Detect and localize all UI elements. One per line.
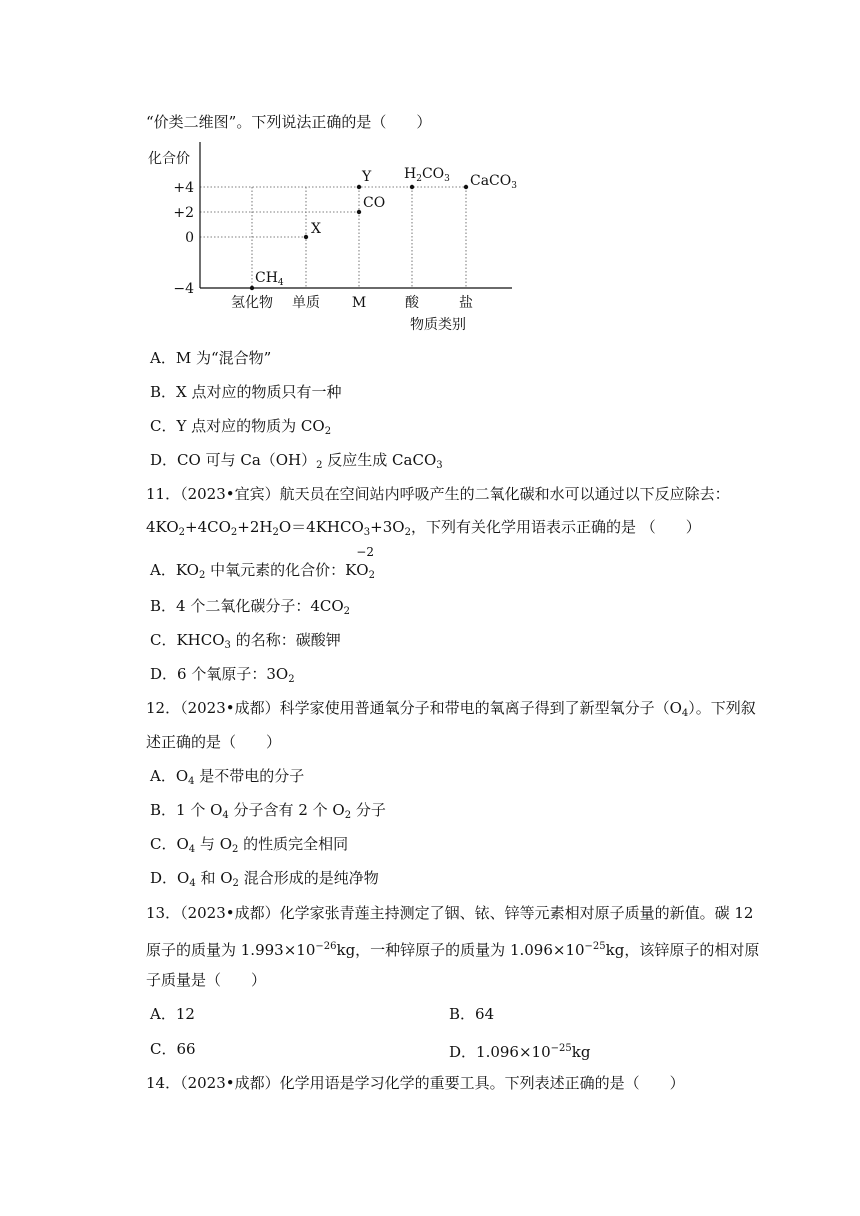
chart-gridlines (200, 187, 466, 288)
q10-option-c: C．Y 点对应的物质为 $CO_2$ (150, 417, 332, 437)
data-point (304, 235, 308, 239)
q12-option-a: A．$O_4$ 是不带电的分子 (150, 767, 305, 787)
q13-option-c: C．66 (150, 1040, 196, 1058)
q11-equation: $4KO_2+4CO_2+2H_2O=4KHCO_3+3O_2$，下列有关化学用语表示正确的是 （ ） (146, 518, 701, 538)
y-axis-label: 化合价 (148, 151, 190, 167)
q12-option-c: C．$O_4$ 与 $O_2$ 的性质完全相同 (150, 835, 349, 855)
point-label: Y (362, 169, 372, 185)
q10-option-a: A．M 为“混合物” (150, 349, 272, 367)
data-point (464, 185, 468, 189)
point-label: $H_2CO_3$ (404, 166, 450, 184)
x-tick-label: 单质 (292, 295, 320, 311)
q13-line-3: 子质量是（ ） (146, 971, 267, 989)
q13-option-a: A．12 (150, 1005, 195, 1023)
y-tick-label: +2 (173, 205, 194, 221)
q11-head: 11．（2023•宜宾）航天员在空间站内呼吸产生的二氧化碳和水可以通过以下反应除去： (146, 485, 730, 503)
q12-option-d: D．$O_4$ 和 $O_2$ 混合形成的是纯净物 (150, 869, 379, 889)
point-label: $CH_4$ (255, 270, 284, 288)
point-label: CO (363, 195, 386, 211)
valence-category-chart (140, 140, 540, 340)
x-tick-label: 氢化物 (231, 295, 273, 311)
y-tick-label: +4 (173, 180, 194, 196)
q11-option-c: C．$KHCO_3$ 的名称：碳酸钾 (150, 631, 341, 651)
q11-option-b: B．4 个二氧化碳分子：$4CO_2$ (150, 597, 351, 617)
q13-line-1: 13．（2023•成都）化学家张青莲主持测定了铟、铱、锌等元素相对原子质量的新值。碳 12 (146, 904, 754, 922)
x-tick-label: 盐 (459, 295, 473, 311)
q10-option-d: D．CO 可与 $Ca(OH)_2$ 反应生成 CaCO$_3$ (150, 451, 443, 471)
q12-option-b: B．1 个 $O_4$ 分子含有 2 个 $O_2$ 分子 (150, 801, 386, 821)
oxygen-valence-notation: −2 O (356, 545, 374, 579)
x-tick-label: M (351, 295, 367, 311)
data-point (357, 210, 361, 214)
q13-line-2: 原子的质量为 $1.993\times 10^{-26}kg$，一种锌原子的质量为 $1.096\times 10^{-25}kg$，该锌原子的相对原 (146, 941, 760, 959)
point-label: CaCO$_3$ (470, 173, 517, 191)
q12-line-2: 述正确的是（ ） (146, 733, 282, 751)
q11-option-d: D．6 个氧原子：$3O_2$ (150, 665, 295, 685)
data-point (410, 185, 414, 189)
point-label: X (311, 221, 321, 237)
q11-option-a: A．$KO_2$ 中氧元素的化合价：K −2 $O_2$ (150, 545, 375, 581)
x-tick-label: 酸 (405, 295, 419, 311)
x-axis-label: 物质类别 (410, 317, 466, 333)
q14-head: 14．（2023•成都）化学用语是学习化学的重要工具。下列表述正确的是（ ） (146, 1074, 685, 1092)
q10-option-b: B．X 点对应的物质只有一种 (150, 383, 342, 401)
q13-option-b: B．64 (449, 1005, 495, 1023)
q13-option-d: D．$1.096\times 10^{-25}kg$ (449, 1043, 591, 1061)
data-point (357, 185, 361, 189)
y-tick-label: −4 (173, 281, 194, 297)
data-point (250, 286, 254, 290)
q12-line-1: 12．（2023•成都）科学家使用普通氧分子和带电的氧离子得到了新型氧分子$(O_4)$。下列叙 (146, 699, 756, 719)
q10-stem: “价类二维图”。下列说法正确的是（ ） (146, 113, 432, 131)
y-tick-label: 0 (185, 230, 194, 246)
